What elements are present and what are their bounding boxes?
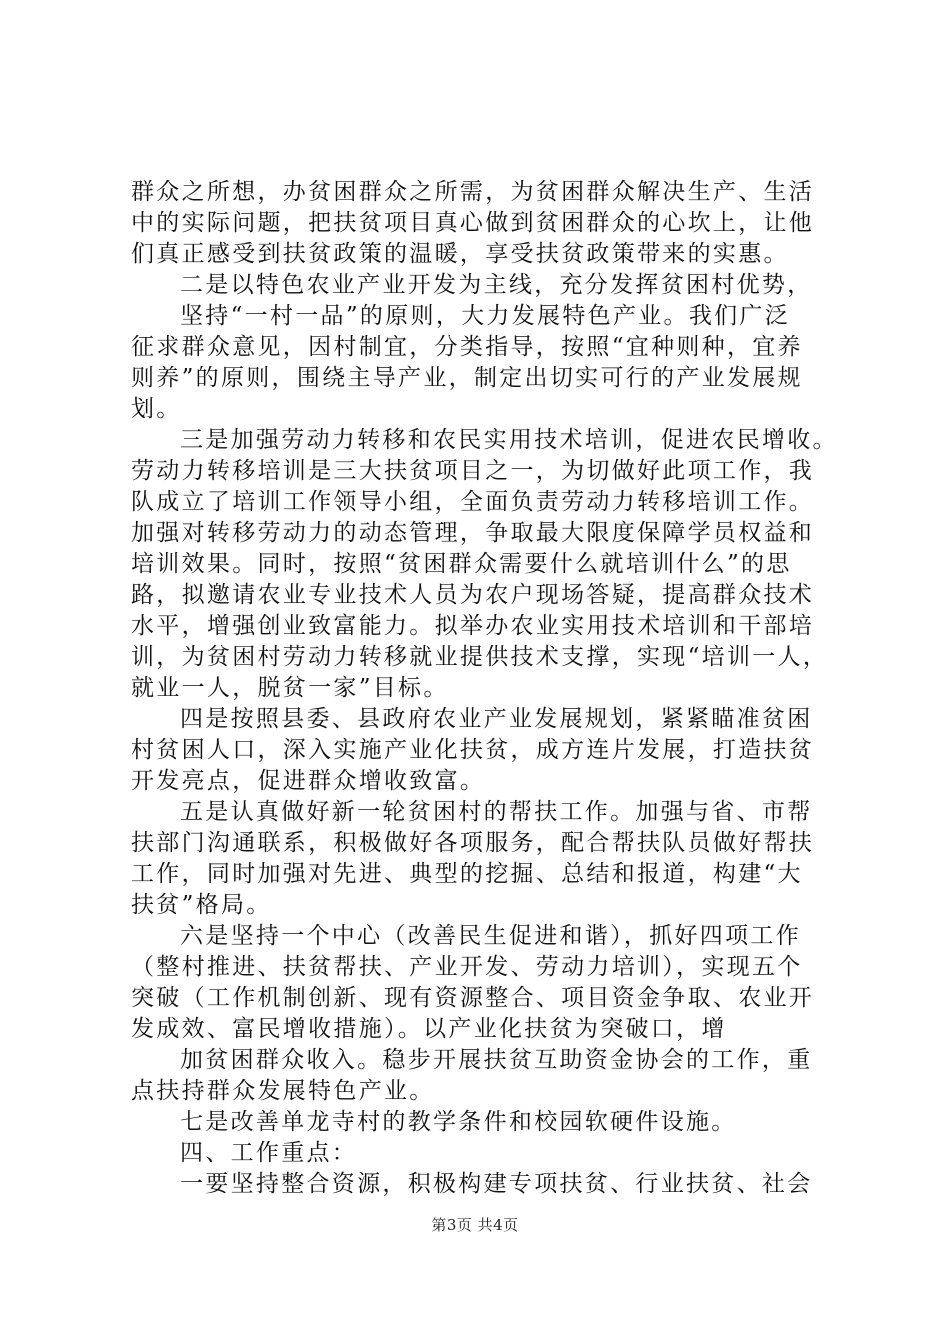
text-line: 突破（工作机制创新、现有资源整合、项目资金争取、农业开: [131, 985, 815, 1011]
text-line: 们真正感受到扶贫政策的温暖，享受扶贫政策带来的实惠。: [131, 241, 789, 267]
text-line: 队成立了培训工作领导小组，全面负责劳动力转移培训工作。: [131, 489, 815, 515]
text-line: 开发亮点，促进群众增收致富。: [131, 768, 486, 794]
text-line: 水平，增强创业致富能力。拟举办农业实用技术培训和干部培: [131, 613, 815, 639]
text-line: 扶贫”格局。: [131, 892, 272, 918]
text-line: 四、工作重点：: [180, 1140, 358, 1166]
text-line: 则养”的原则，围绕主导产业，制定出切实可行的产业发展规: [131, 365, 803, 391]
text-line: 二是以特色农业产业开发为主线，充分发挥贫困村优势，: [180, 272, 813, 298]
text-line: 劳动力转移培训是三大扶贫项目之一，为切做好此项工作，我: [131, 458, 815, 484]
page-number-footer: 第3页 共4页: [431, 1216, 519, 1234]
text-line: 三是加强劳动力转移和农民实用技术培训，促进农民增收。: [180, 427, 838, 453]
text-line: 培训效果。同时，按照“贫困群众需要什么就培训什么”的思: [131, 551, 792, 577]
text-line: 村贫困人口，深入实施产业化扶贫，成方连片发展，打造扶贫: [131, 737, 815, 763]
text-line: 训，为贫困村劳动力转移就业提供技术支撑，实现“培训一人，: [131, 644, 829, 670]
text-line: 四是按照县委、县政府农业产业发展规划，紧紧瞄准贫困: [180, 706, 813, 732]
text-line: 中的实际问题，把扶贫项目真心做到贫困群众的心坎上，让他: [131, 210, 815, 236]
text-line: （整村推进、扶贫帮扶、产业开发、劳动力培训），实现五个: [131, 954, 803, 980]
text-line: 划。: [131, 396, 182, 422]
text-line: 加贫困群众收入。稳步开展扶贫互助资金协会的工作，重: [180, 1047, 813, 1073]
text-line: 路，拟邀请农业专业技术人员为农户现场答疑，提高群众技术: [131, 582, 815, 608]
text-line: 六是坚持一个中心（改善民生促进和谐），抓好四项工作: [180, 923, 801, 949]
text-line: 七是改善单龙寺村的教学条件和校园软硬件设施。: [180, 1109, 737, 1135]
text-line: 发成效、富民增收措施）。以产业化扶贫为突破口，增: [131, 1016, 727, 1042]
text-line: 征求群众意见，因村制宜，分类指导，按照“宜种则种，宜养: [131, 334, 803, 360]
text-line: 就业一人，脱贫一家”目标。: [131, 675, 449, 701]
text-line: 坚持“一村一品”的原则，大力发展特色产业。我们广泛: [180, 303, 791, 329]
text-line: 一要坚持整合资源，积极构建专项扶贫、行业扶贫、社会: [180, 1171, 813, 1197]
text-line: 扶部门沟通联系，积极做好各项服务，配合帮扶队员做好帮扶: [131, 830, 815, 856]
text-line: 加强对转移劳动力的动态管理，争取最大限度保障学员权益和: [131, 520, 815, 546]
text-line: 工作，同时加强对先进、典型的挖掘、总结和报道，构建“大: [131, 861, 803, 887]
text-line: 群众之所想，办贫困群众之所需，为贫困群众解决生产、生活: [131, 179, 815, 205]
text-line: 点扶持群众发展特色产业。: [131, 1078, 435, 1104]
text-line: 五是认真做好新一轮贫困村的帮扶工作。加强与省、市帮: [180, 799, 813, 825]
